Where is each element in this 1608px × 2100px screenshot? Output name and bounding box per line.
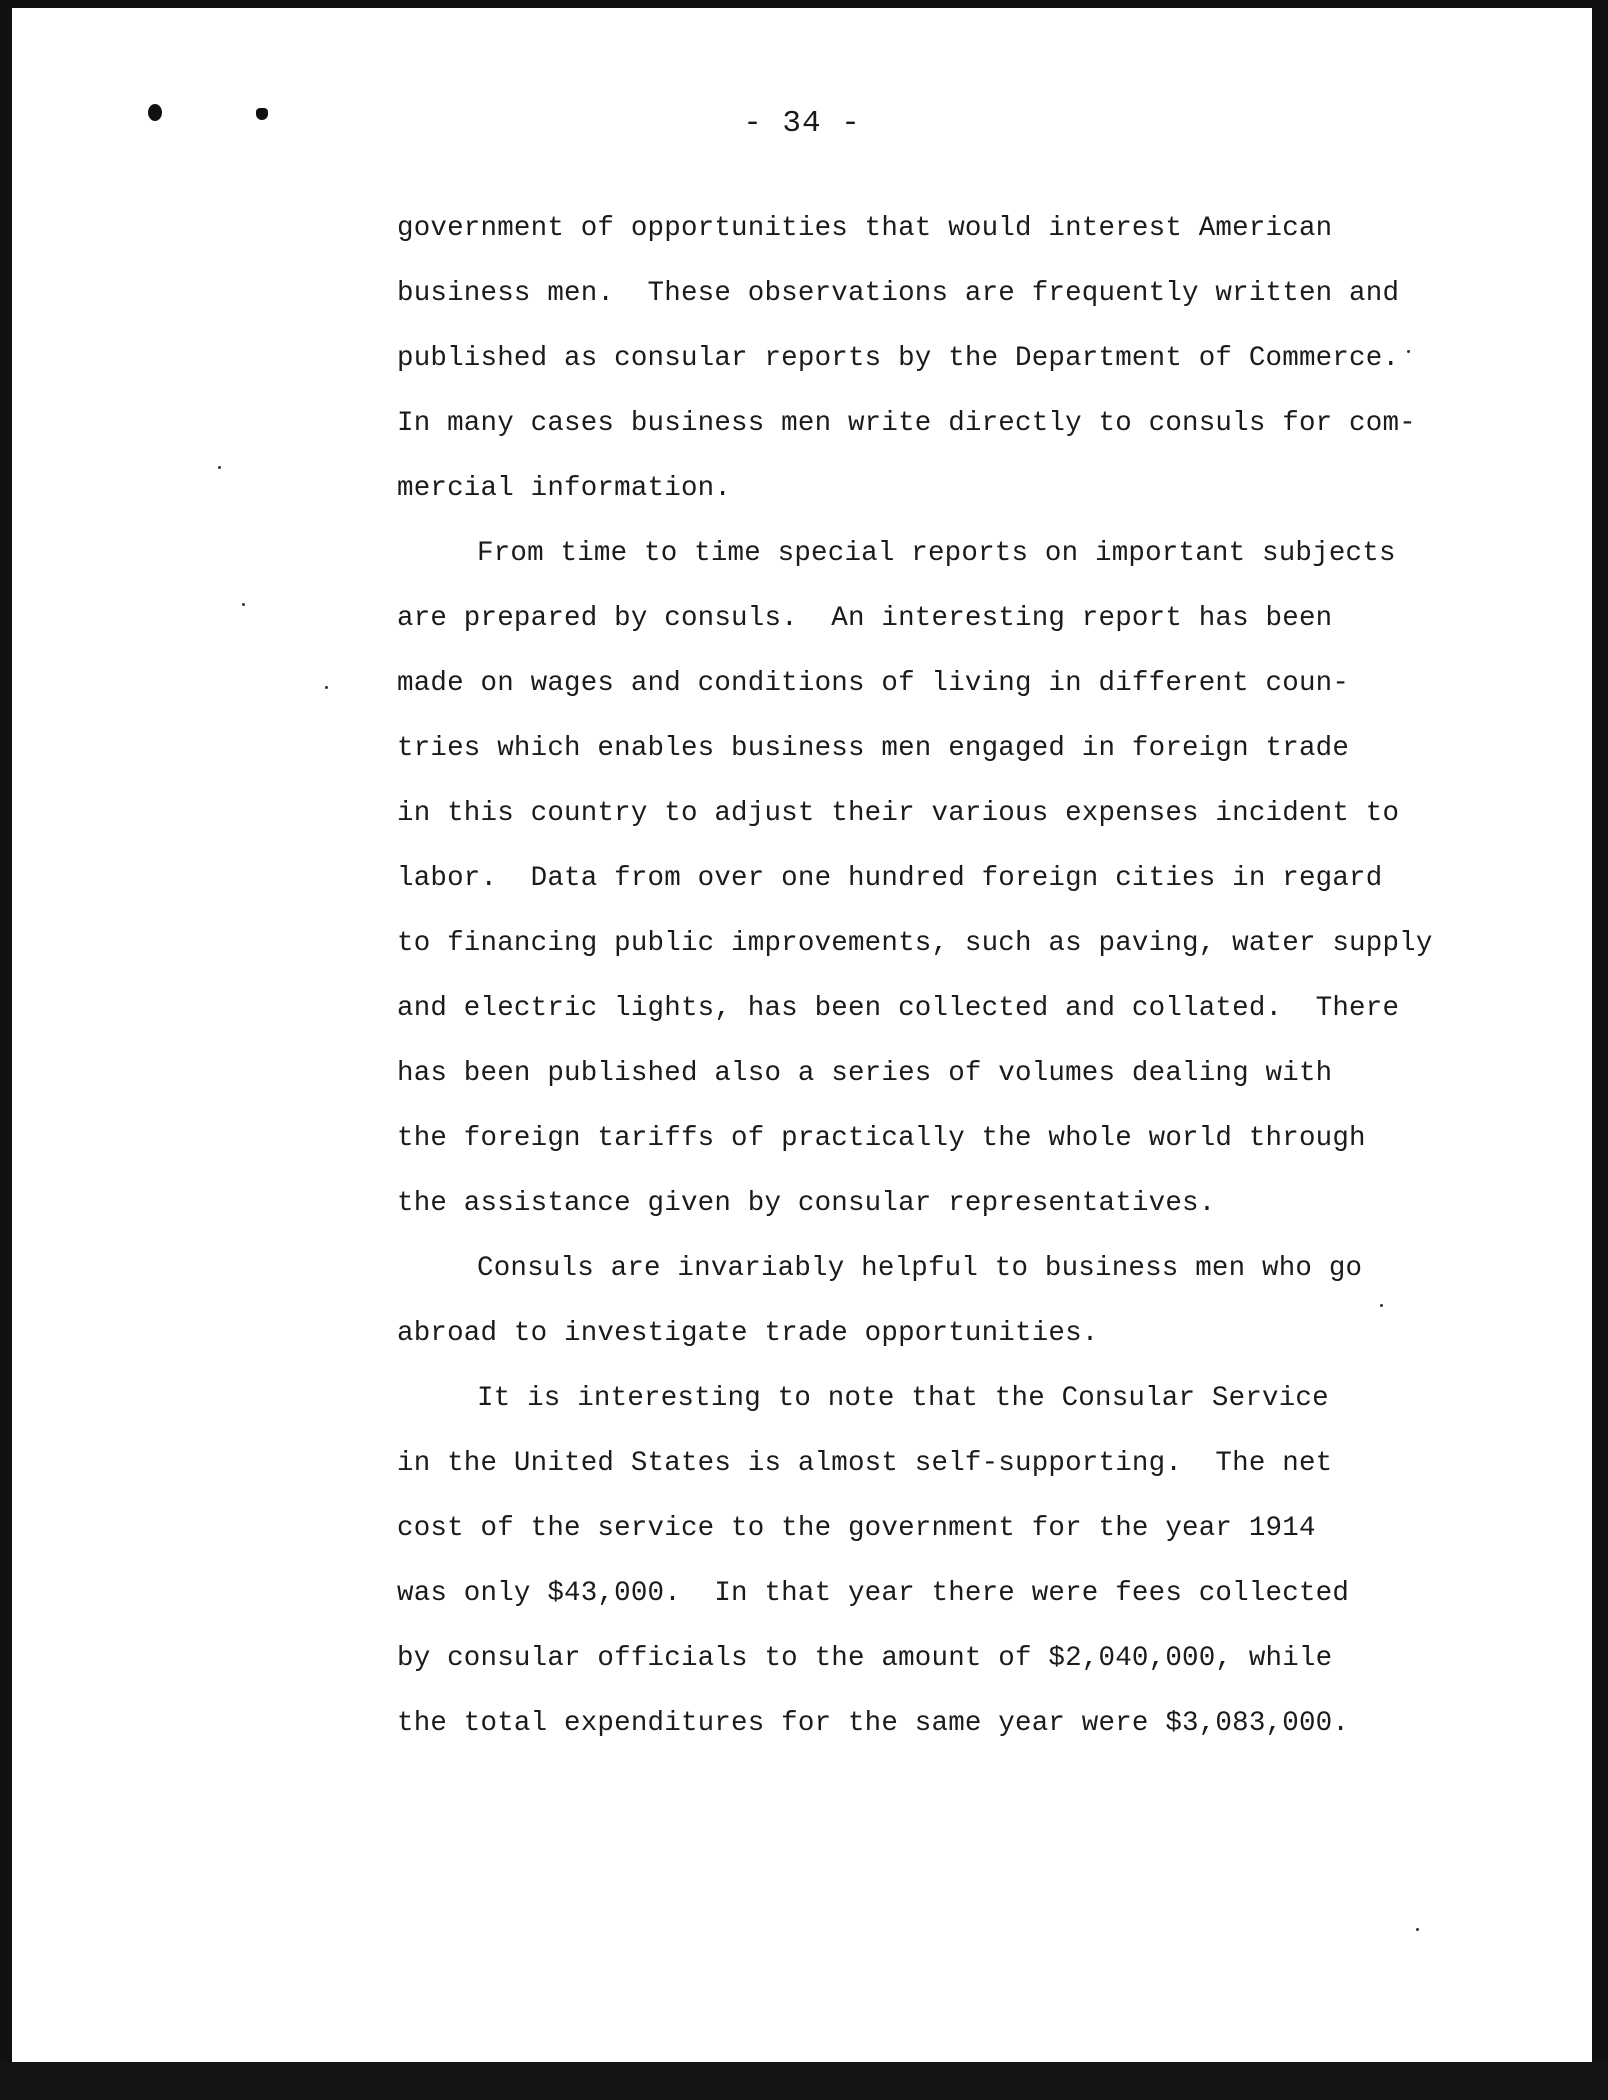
scan-speck	[325, 686, 328, 689]
body-text	[397, 196, 1432, 1756]
scan-border	[0, 2062, 1608, 2100]
paragraph	[397, 521, 1432, 1236]
text-line: From time to time special reports on important subjects	[477, 538, 1396, 569]
document-page	[12, 8, 1592, 2062]
scan-speck	[1416, 1928, 1419, 1931]
page-number: - 34 -	[743, 106, 861, 141]
text-line: business men. These observations are frequently written and	[397, 278, 1400, 309]
scan-speck	[218, 466, 221, 469]
text-line: government of opportunities that would interest American	[397, 213, 1333, 244]
text-line: published as consular reports by the Department of Commerce.	[397, 343, 1400, 374]
scan-speck	[1380, 1304, 1383, 1307]
text-line: tries which enables business men engaged in foreign trade	[397, 733, 1350, 764]
text-line: the total expenditures for the same year were $3,083,000.	[397, 1708, 1350, 1739]
text-line: has been published also a series of volumes dealing with	[397, 1058, 1333, 1089]
paragraph	[397, 196, 1432, 521]
paragraph	[397, 1366, 1432, 1756]
text-line: in this country to adjust their various expenses incident to	[397, 798, 1400, 829]
text-line: cost of the service to the government for the year 1914	[397, 1513, 1316, 1544]
text-line: to financing public improvements, such as paving, water supply	[397, 928, 1433, 959]
text-line: made on wages and conditions of living in different coun-	[397, 668, 1350, 699]
text-line: by consular officials to the amount of $2,040,000, while	[397, 1643, 1333, 1674]
scan-speck	[242, 603, 245, 606]
text-line: abroad to investigate trade opportunities.	[397, 1318, 1099, 1349]
text-line: It is interesting to note that the Consular Service	[477, 1383, 1329, 1414]
text-line: labor. Data from over one hundred foreign cities in regard	[397, 863, 1383, 894]
text-line: was only $43,000. In that year there were fees collected	[397, 1578, 1350, 1609]
text-line: mercial information.	[397, 473, 732, 504]
text-line: the assistance given by consular representatives.	[397, 1188, 1216, 1219]
text-line: the foreign tariffs of practically the whole world through	[397, 1123, 1366, 1154]
text-line: Consuls are invariably helpful to business men who go	[477, 1253, 1363, 1284]
text-line: are prepared by consuls. An interesting report has been	[397, 603, 1333, 634]
scan-speck	[1407, 350, 1410, 353]
text-line: In many cases business men write directly to consuls for com-	[397, 408, 1416, 439]
text-line: and electric lights, has been collected and collated. There	[397, 993, 1400, 1024]
text-line: in the United States is almost self-supporting. The net	[397, 1448, 1333, 1479]
paragraph	[397, 1236, 1432, 1366]
